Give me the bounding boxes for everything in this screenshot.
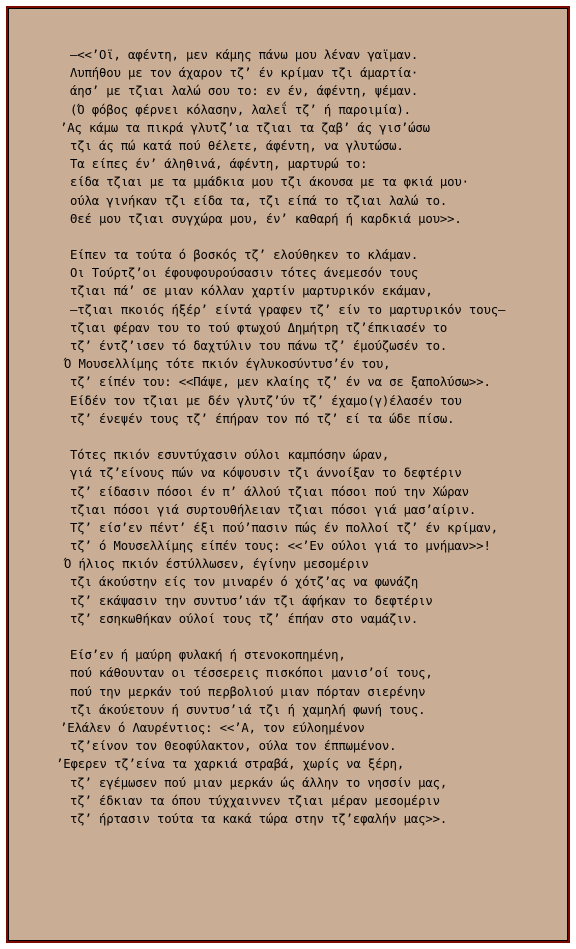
poem-line: τζιαι πά’ σε μιαν κόλλαν χαρτίν μαρτυρικόν εκάμαν,: [70, 284, 433, 299]
poem-line: τζ’είνον τον Θεοφύλακτον, ούλα τον έππωμένον.: [70, 739, 397, 754]
poem-line: Είδέν τον τζιαι με δέν γλυτζ’ύν τζ’ έχαμο(γ)έλασέν του: [70, 393, 462, 408]
poem-line: ’Εφερεν τζ’είνα τα χαρκιά στραβά, χωρίς να ξέρη,: [56, 757, 405, 772]
poem-line: τζ’ εσηκωθήκαν ούλοί τους τζ’ έπήαν στο ναμάζιν.: [70, 611, 419, 626]
poem-line: –τζιαι πκοιός ήξέρ’ είντά γραφεν τζ’ είν το μαρτυρικόν τους–: [70, 302, 506, 317]
poem-line: τζ’ έντζ’ισεν τό δαχτύλιν του πάνω τζ’ έμούζωσέν το.: [70, 339, 448, 353]
poem-line: τζι άκούετουν ή συντυσ’ιά τζι ή χαμηλή φωνή τους.: [70, 702, 426, 717]
stanza-break: [8, 628, 568, 646]
poem-line: είδα τζιαι με τα μμάδκια μου τζι άκουσα με τα φκιά μου·: [70, 175, 469, 190]
poem-line: Θεέ μου τζιαι συγχώρα μου, έν’ καθαρή ή καρδκιά μου>>.: [70, 211, 462, 226]
stanza-break: [8, 428, 568, 446]
poem-line: Είσ’εν ή μαύρη φυλακή ή στενοκοπημένη,: [70, 648, 346, 663]
poem-line: Είπεν τα τούτα ό βοσκός τζ’ ελούθηκεν το κλάμαν.: [70, 248, 419, 263]
poem-line: τζι άς πώ κατά πού θέλετε, άφέντη, να γλυτώσω.: [70, 138, 404, 153]
poem-line: τζ’ εγέμωσεν πού μιαν μερκάν ώς άλλην το νησσίν μας,: [70, 775, 448, 790]
poem-line: τζ’ ήρτασιν τούτα τα κακά τώρα στην τζ’εφαλήν μας>>.: [70, 811, 448, 826]
poem-line: ’Ας κάμω τα πικρά γλυτζ’ια τζιαι τα ζαβ’ άς γισ’ώσω: [60, 120, 430, 135]
poem-line: τζιαι φέραν του το τού φτωχού Δημήτρη τζ’έπκιασέν το: [70, 320, 448, 335]
poem-line: τζι άκούστην είς τον μιναρέν ό χότζ’ας να φωνάζη: [70, 575, 419, 590]
poem-line: Τζ’ είσ’εν πέντ’ έξι πού’πασιν πώς έν πολλοί τζ’ έν κρίμαν,: [70, 520, 498, 535]
poem-line: τζ’ είδασιν πόσοι έν π’ άλλού τζιαι πόσοι πού την Χώραν: [70, 484, 469, 499]
document-page: [6, 6, 570, 943]
poem-line: Ό Μουσελλίμης τότε πκιόν έγλυκοσύντυσ’έν του,: [64, 357, 391, 372]
poem-line: Τα είπες έν’ άληθινά, άφέντη, μαρτυρώ το:: [70, 157, 368, 172]
poem-line: τζ’ έδκιαν τα όπου τύχχαιννεν τζιαι μέραν μεσομέριν: [70, 793, 440, 808]
poem-line: πού κάθουνταν οι τέσσερεις πισκόποι μανισ’οί τους,: [70, 666, 433, 681]
poem-line: (Ό φόβος φέρνει κόλασην, λαλεΐ τζ’ ή παροιμία).: [70, 102, 411, 117]
poem-line: Τότες πκιόν εσυντύχασιν ούλοι καμπόσην ώραν,: [70, 448, 390, 463]
poem-line: τζιαι πόσοι γιά συρτουθήλειαν τζιαι πόσοι γιά μασ’αίριν.: [70, 502, 477, 517]
poem-line: –<<’Οϊ, αφέντη, μεν κάμης πάνω μου λέναν γαϊμαν.: [70, 48, 419, 62]
poem-line: ’Ελάλεν ό Λαυρέντιος: <<’Α, τον εύλοημένον: [60, 720, 365, 735]
poem-line: τζ’ είπέν του: <<Πάψε, μεν κλαίης τζ’ έν να σε ξαπολύσω>>.: [70, 375, 491, 390]
poem-line: Λυπήθου με τον άχαρον τζ’ έν κρίμαν τζι άμαρτία·: [70, 66, 419, 81]
stanza-break: [8, 228, 568, 246]
poem-line: Ό ήλιος πκιόν έστύλλωσεν, έγίνην μεσομέριν: [64, 557, 369, 572]
poem-line: άησ’ με τζιαι λαλώ σου το: εν έν, άφέντη, ψέμαν.: [70, 84, 419, 99]
poem-line: ούλα γινήκαν τζι είδα τα, τζι είπά το τζιαι λαλώ το.: [70, 193, 448, 208]
poem-line: τζ’ ένεψέν τους τζ’ έπήραν τον πό τζ’ εί τα ώδε πίσω.: [70, 411, 455, 426]
poem-line: τζ’ ό Μουσελλίμης είπέν τους: <<’Εν ούλοι γιά το μνήμαν>>!: [70, 539, 491, 554]
poem-line: τζ’ εκάψασιν την συντυσ’ιάν τζι άφήκαν το δεφτέριν: [70, 593, 433, 608]
poem-line: Οι Τούρτζ’οι έφουφουρούσασιν τότες άνεμεσόν τους: [70, 266, 419, 281]
poem-text: [8, 46, 568, 828]
poem-line: γιά τζ’είνους πών να κόψουσιν τζι άννοίξαν το δεφτέριν: [70, 466, 462, 481]
poem-line: πού την μερκάν τού περβολιού μιαν πόρταν σιερένην: [70, 684, 426, 699]
